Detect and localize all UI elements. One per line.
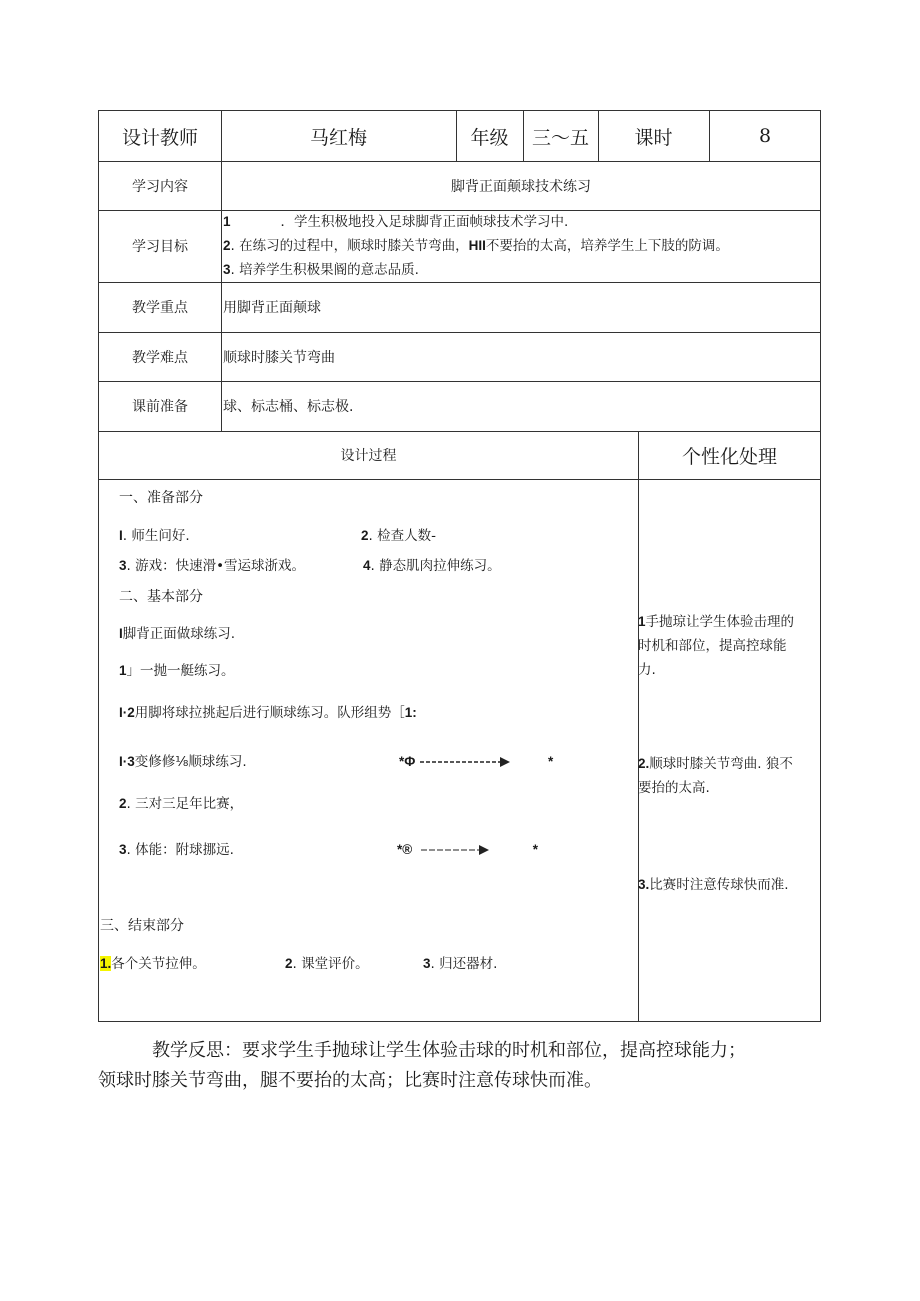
sec3-item-2: 2. 课堂评价。 [285, 956, 369, 972]
sec2-line-3: I·2用脚将球拉挑起后进行顺球练习。队形组势［1: [119, 705, 417, 721]
note-1: 1手抛琼让学生体验击理的 时机和部位，提高控球能 力. [638, 614, 795, 678]
sec2-line-6: 3. 体能：附球挪远. [119, 842, 234, 858]
goal-1: 1 ．学生积极地投入足球脚背正面帧球技术学习中. [223, 214, 569, 230]
arrow-right-icon [420, 756, 510, 768]
sec1-item-4: 4. 静态肌肉拉伸练习。 [363, 558, 501, 574]
lesson-plan-table [98, 110, 821, 1022]
goals-label: 学习目标 [132, 239, 188, 255]
note-3: 3.比赛时注意传球快而准. [638, 877, 789, 893]
section-3-title: 三、结束部分 [100, 918, 184, 934]
note-2: 2.顺球时膝关节弯曲. 狼不 要抬的太高. [638, 756, 793, 796]
designer-label: 设计教师 [121, 126, 198, 149]
sec1-item-1: I. 师生问好. [119, 528, 190, 544]
difficulty-label: 教学难点 [132, 349, 188, 366]
reflection-line-2: 领球时膝关节弯曲，腿不要抬的太高；比赛时注意传球快而准。 [98, 1070, 602, 1091]
difficulty-value: 顺球时膝关节弯曲 [223, 349, 335, 366]
goal-3: 3. 培养学生积极果阍的意志品质. [223, 262, 419, 278]
sec2-line-1: I脚背正面做球练习. [119, 626, 236, 642]
sec2-line-5: 2. 三对三足年比赛， [119, 796, 244, 812]
row-divider [99, 479, 820, 480]
section-1-title: 一、准备部分 [119, 490, 203, 506]
sec1-item-2: 2. 检查人数- [361, 528, 436, 544]
sec1-item-3: 3. 游戏：快速滑•雪运球浙戏。 [119, 558, 306, 574]
goal-2: 2. 在练习的过程中，顺球时膝关节弯曲，HII不要抬的太高，培养学生上下肢的防调。 [223, 238, 729, 254]
personal-heading: 个性化处理 [681, 445, 777, 468]
formation-diagram-2: *® * [397, 842, 539, 857]
reflection [98, 1036, 838, 1096]
lesson-value: 8 [758, 125, 772, 147]
sec3-item-3: 3. 归还器材. [423, 956, 498, 972]
sec2-line-4: I·3变修修⅛顺球练习. [119, 754, 247, 770]
designer-name: 马红梅 [309, 126, 367, 149]
sec2-line-2: 1」一抛一艇练习。 [119, 663, 235, 679]
process-heading: 设计过程 [340, 448, 397, 464]
grade-value: 三～五 [531, 126, 589, 149]
lesson-label: 课时 [634, 126, 673, 149]
grade-label: 年级 [470, 126, 509, 149]
content-value: 脚背正面颠球技术练习 [451, 178, 591, 195]
formation-diagram-1: *Φ * [399, 754, 554, 769]
prep-label: 课前准备 [132, 399, 188, 415]
key-label: 教学重点 [132, 300, 188, 316]
col-divider [638, 431, 639, 1022]
content-label: 学习内容 [132, 178, 188, 195]
section-2-title: 二、基本部分 [119, 589, 203, 605]
sec3-item-1: 1.各个关节拉伸。 [100, 956, 206, 972]
arrow-right-icon [417, 844, 489, 856]
prep-value: 球、标志桶、标志极. [223, 399, 354, 415]
reflection-line-1: 教学反思：要求学生手抛球让学生体验击球的时机和部位，提高控球能力； [152, 1040, 746, 1061]
key-value: 用脚背正面颠球 [223, 300, 321, 316]
